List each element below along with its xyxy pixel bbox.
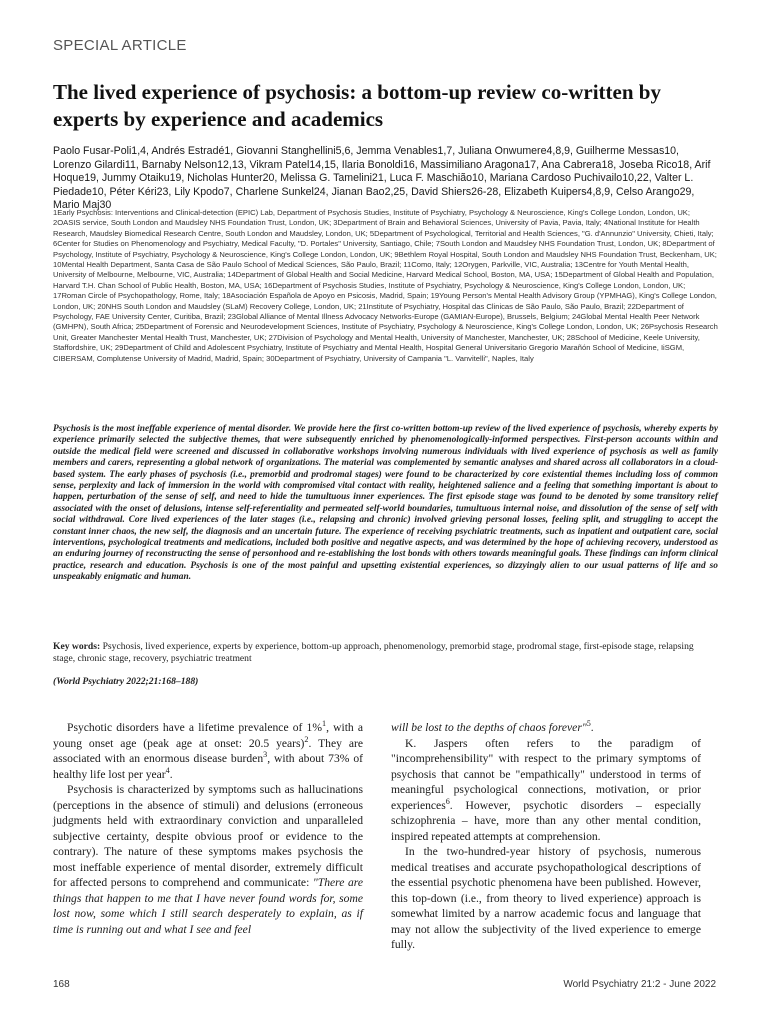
article-title: The lived experience of psychosis: a bottom-up review co-written by experts by experience and academics — [53, 80, 661, 131]
abstract: Psychosis is the most ineffable experience of mental disorder. We provide here the first co-written bottom-up review of the lived experience of psychosis, whereby experts by experience primarily selected the subjective themes, that were subsequently enriched by phenomenologically-informed perspectives. First-person accounts within and outside the medical field were screened and discussed in collaborative workshops involving numerous individuals with lived experience of psychosis as well as family members and carers, representing a global network of organizations. The material was complemented by semantic analyses and shared across all collaborators in a cloud-based system. The early phases of psychosis (i.e., premorbid and prodromal stages) were found to be characterized by core existential themes including loss of common sense, perplexity and lack of immersion in the world with compromised vital contact with reality, heightened salience and a feeling that something important is about to happen, perturbation of the sense of self, and need to hide the tumultuous inner experiences. The first episode stage was found to be denoted by some transitory relief associated with the onset of delusions, intense self-referentiality and permeated self-world boundaries, tumultuous internal noise, and dissolution of the sense of self with social withdrawal. Core lived experiences of the later stages (i.e., relapsing and chronic) involved grieving personal losses, feeling split, and struggling to accept the constant inner chaos, the new self, the diagnosis and an uncertain future. The experience of receiving psychiatric treatments, such as inpatient and outpatient care, social interventions, psychological treatments and medications, included both positive and negative aspects, and was determined by the hope of achieving recovery, understood as an enduring journey of reconstructing the sense of personhood and re-establishing the lost bonds with others towards meaningful goals. These findings can inform clinical practice, research and education. Psychosis is one of the most painful and upsetting existential experiences, so dizzyingly alien to our usual patterns of life and so unspeakably enigmatic and human. — [53, 424, 718, 583]
body-paragraph: will be lost to the depths of chaos forever"$^5$. — [391, 719, 594, 734]
journal-info: World Psychiatry 21:2 - June 2022 — [563, 979, 716, 990]
body-paragraph: Psychotic disorders have a lifetime prevalence of 1%$^1$, with a young onset age (peak age at onset: 20.5 years)$^2$. They are associated with an enormous disease burden$^3$, with about 73% of healthy life lost per year$^4$. — [53, 719, 364, 781]
keywords-text: Psychosis, lived experience, experts by experience, bottom-up approach, phenomenology, premorbid stage, prodromal stage, first-episode stage, relapsing stage, chronic stage, recovery, psychiatric treatment — [53, 641, 694, 664]
citation: (World Psychiatry 2022;21:168–188) — [53, 676, 199, 687]
quote: "There are things that happen to me that I have never found words for, some lost now, some which I still search desperately to explain, as if time is running out and what I see and feel — [53, 876, 363, 936]
page-number: 168 — [53, 979, 70, 990]
body-column-left — [53, 720, 363, 937]
affiliations: 1Early Psychosis: Interventions and Clinical-detection (EPIC) Lab, Department of Psychosis Studies, Institute of Psychiatry, Psychology & Neuroscience, King's College London, London, UK; 2OASIS service, South London and Maudsley NHS Foundation Trust, London, UK; 3Department of Brain and Behavioral Sciences, University of Pavia, Pavia, Italy; 4National Institute for Health Research, Maudsley Biomedical Research Centre, South London and Maudsley, London, UK; 5Department of Psychological, Territorial and Health Sciences, "G. d'Annunzio" University, Chieti, Italy; 6Center for Studies on Phenomenology and Psychiatry, Medical Faculty, "D. Portales" University, Santiago, Chile; 7South London and Maudsley NHS Foundation Trust, London, UK; 8Department of Psychology, Institute of Psychiatry, Psychology & Neuroscience, King's College London, London, UK; 9Bethlem Royal Hospital, South London and Maudsley NHS Foundation Trust, Beckenham, UK; 10Mental Health Department, Santa Casa de São Paulo School of Medical Sciences, São Paulo, Brazil; 11Como, Italy; 12Orygen, Parkville, VIC, Australia; 13Centre for Youth Mental Health, University of Melbourne, Melbourne, VIC, Australia; 14Department of Global Health and Social Medicine, Harvard Medical School, Boston, MA, USA; 15Department of Global Health and Population, Harvard T.H. Chan School of Public Health, Boston, MA, USA; 16Department of Psychosis Studies, Institute of Psychiatry, Psychology & Neuroscience, King's College London, London, UK; 17Roman Circle of Psychopathology, Rome, Italy; 18Asociación Española de Apoyo en Psicosis, Madrid, Spain; 19Young Person's Mental Health Advisory Group (YPMHAG), King's College London, London, UK; 20NHS South London and Maudsley (SLaM) Recovery College, London, UK; 21Institute of Psychiatry, Hospital das Clinicas de São Paulo, São Paulo, Brazil; 22Department of Psychology, FAE University Center, Curitiba, Brazil; 23Global Alliance of Mental Illness Advocacy Networks-Europe (GAMIAN-Europe), Brussels, Belgium; 24Global Mental Health Peer Network (GMHPN), South Africa; 25Department of Forensic and Neurodevelopment Sciences, Institute of Psychiatry, Psychology & Neuroscience, King's College London, London, UK; 26Psychosis Research Unit, Greater Manchester Mental Health Trust, Manchester, UK; 27Division of Psychology and Mental Health, University of Manchester, Manchester, UK; 28School of Medicine, Keele University, Staffordshire, UK; 29Department of Child and Adolescent Psychiatry, Institute of Psychiatry and Mental Health, Hospital General Universitario Gregorio Marañón School of Medicine, IiSGM, CIBERSAM, Complutense University of Madrid, Madrid, Spain; 30Department of Psychiatry, University of Campania "L. Vanvitelli", Naples, Italy — [53, 208, 718, 363]
body-paragraph: K. Jaspers often refers to the paradigm of "incomprehensibility" with respect to the primary symptoms of psychosis that cannot be "empathically" understood in terms of meaningful psychological connections, motivation, or prior experiences$^6$. However, psychotic disorders – especially schizophrenia – have, more than any other mental condition, inspired repeated attempts at comprehension. — [391, 736, 701, 843]
quote: will be lost to the depths of chaos forever" — [391, 721, 587, 734]
keywords-label: Key words: — [53, 641, 101, 652]
keywords — [53, 641, 718, 664]
body-paragraph: In the two-hundred-year history of psychosis, numerous medical treatises and accurate psychopathological descriptions of the essential psychotic phenomena have been published. However, this top-down (i.e., from theory to lived experience) approach is somewhat limited by a narrow academic focus and language that may not allow the subjectivity of the lived experience to emerge fully. — [391, 845, 701, 951]
section-label: SPECIAL ARTICLE — [53, 37, 187, 54]
author-list: Paolo Fusar-Poli1,4, Andrés Estradé1, Giovanni Stanghellini5,6, Jemma Venables1,7, Juliana Onwumere4,8,9, Guilherme Messas10, Lorenzo Gilardi11, Barnaby Nelson12,13, Vikram Patel14,15, Ilaria Bonoldi16, Massimiliano Aragona17, Ana Cabrera18, Joseba Rico18, Arif Hoque19, Jummy Otaiku19, Nicholas Hunter20, Melissa G. Tamelini21, Luca F. Maschião10, Mariana Cardoso Puchivailo10,22, Valter L. Piedade10, Péter Kéri23, Lily Kpodo7, Charlene Sunkel24, Jianan Bao2,25, David Shiers26-28, Elizabeth Kuipers4,8,9, Celso Arango29, Mario Maj30 — [53, 145, 711, 211]
body-paragraph: Psychosis is characterized by symptoms such as hallucinations (perceptions in the absence of stimuli) and delusions (erroneous judgments held with extraordinary conviction and unparalleled subjective certainty, despite obvious proof or evidence to the contrary). The nature of these symptoms makes psychosis the most ineffable experience of mental disorder, extremely difficult for affected persons to comprehend and communicate: "There are things that happen to me that I have never found words for, some lost now, some which I still search desperately to explain, as if time is running out and what I see and feel — [53, 783, 363, 936]
body-column-right — [391, 720, 701, 953]
